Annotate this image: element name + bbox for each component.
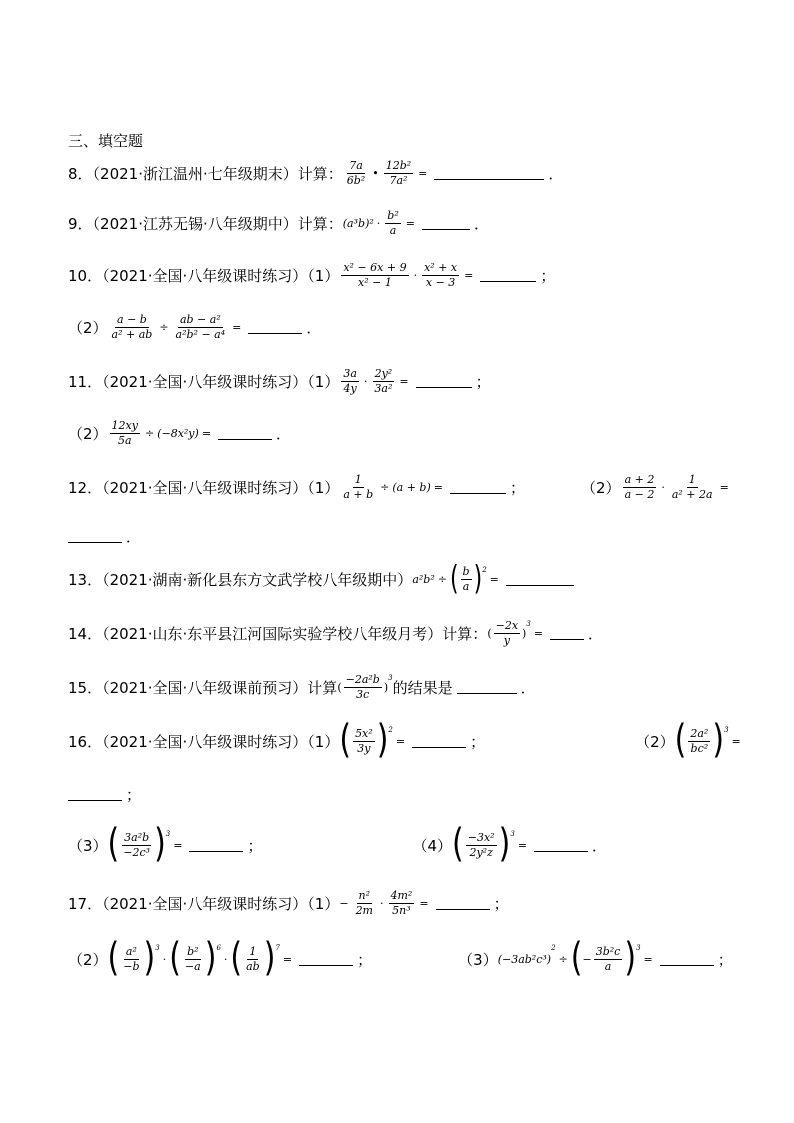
question-16-2-answer-line: ；	[68, 784, 141, 805]
answer-blank-12-1[interactable]	[450, 481, 506, 494]
answer-blank-16-4[interactable]	[534, 839, 588, 852]
question-17-1: 17．（2021·全国·八年级课时练习）（1） − $\frac{\text{n²}}{2m}$ · $\frac{\text{4m²}}{\text{5n³}}$ = ；	[68, 889, 509, 917]
answer-blank-11-1[interactable]	[416, 375, 472, 388]
question-14-label: 14．（2021·山东·东平县江河国际实验学校八年级月考）计算：	[68, 625, 488, 643]
question-11-label: 11．（2021·全国·八年级课时练习）（1）	[68, 373, 340, 391]
question-16-1: 16．（2021·全国·八年级课时练习）（1） ( $\frac{\text{5x²}}{3y}$ ) $^2$ = ； （2） ( $\frac{\text{2a²}}{\text{bc²}}$ ) $^3$ =	[68, 726, 744, 756]
question-12-1: 12．（2021·全国·八年级课时练习）（1） $\frac{1}{a + b}$ ÷ (a + b) = ； （2） $\frac{a + 2}{a - 2}$ · $\frac{1}{\text{a² + 2a}}$ =	[68, 474, 732, 501]
answer-blank-15[interactable]	[457, 681, 517, 694]
question-11-2: （2） $\frac{12xy}{5a}$ ÷ (−8x²y) = ．	[68, 419, 292, 447]
question-16-4-expression: ( $\frac{\text{−3x²}}{\text{2y²z}}$ ) $^3$ =	[452, 821, 527, 868]
question-13-label: 13．（2021·湖南·新化县东方文武学校八年级期中）	[68, 571, 413, 589]
question-10-label: 10．（2021·全国·八年级课时练习）（1）	[68, 267, 340, 285]
question-12-2-answer-line: ．	[68, 526, 141, 547]
question-12-2-expression: $\frac{a + 2}{a - 2}$ · $\frac{1}{\text{a² + 2a}}$ =	[624, 473, 729, 501]
question-12-label: 12．（2021·全国·八年级课时练习）（1）	[68, 479, 340, 497]
question-12-1-expression: $\frac{1}{a + b}$ ÷ (a + b) =	[343, 473, 443, 501]
answer-blank-12-2[interactable]	[68, 530, 122, 543]
question-8-label: 8．（2021·浙江温州·七年级期末）计算：	[68, 165, 343, 183]
question-8-expression: $\frac{7a}{\text{6b²}}$ • $\frac{\text{12b²}}{\text{7a²}}$ =	[346, 159, 428, 187]
question-14: 14．（2021·山东·东平县江河国际实验学校八年级月考）计算： ( $\frac{-2x}{y}$ ) $^3$ = ．	[68, 619, 604, 647]
answer-blank-17-3[interactable]	[660, 953, 714, 966]
answer-blank-16-1[interactable]	[412, 735, 466, 748]
question-17-2-expression: ( $\frac{\text{a²}}{-b}$ ) $^3$ · ( $\frac{\text{b²}}{-a}$ ) $^6$ · ( $\frac{1}{ab}$ ) $^7$ =	[107, 935, 293, 982]
question-10-2-expression: $\frac{a - b}{\text{a² + ab}}$ ÷ $\frac{\text{ab − a²}}{\text{a²b² − a⁴}}$ =	[111, 313, 242, 341]
section-title: 三、填空题	[68, 132, 144, 150]
question-11-2-expression: $\frac{12xy}{5a}$ ÷ (−8x²y) =	[111, 419, 212, 447]
question-15-label: 15．（2021·全国·八年级课前预习）计算	[68, 679, 338, 697]
answer-blank-10-2[interactable]	[248, 321, 302, 334]
question-16-3-4: （3） ( $\frac{\text{3a²b}}{\text{−2c³}}$ ) $^3$ = ； （4） ( $\frac{\text{−3x²}}{\text{2y²z}}$ ) $^3$ = ．	[68, 821, 608, 868]
answer-blank-13[interactable]	[506, 573, 574, 586]
answer-blank-9[interactable]	[422, 217, 470, 230]
question-17-2-3: （2） ( $\frac{\text{a²}}{-b}$ ) $^3$ · ( $\frac{\text{b²}}{-a}$ ) $^6$ · ( $\frac{1}{ab}$ ) $^7$ = ； （3） (−3ab²c³) 2 ÷ ( − $\frac{\text{3b²c}}{a}$ ) $^3$ = ；	[68, 935, 733, 982]
answer-blank-11-2[interactable]	[218, 427, 272, 440]
question-17-1-expression: − $\frac{\text{n²}}{2m}$ · $\frac{\text{4m²}}{\text{5n³}}$ =	[339, 889, 429, 917]
question-16-label: 16．（2021·全国·八年级课时练习）（1）	[68, 732, 340, 751]
question-9: 9．（2021·江苏无锡·八年级期中）计算： (a³b)² · $\frac{\text{b²}}{a}$ = ．	[68, 209, 489, 237]
question-10-1: 10．（2021·全国·八年级课时练习）（1） $\frac{\text{x² − 6x + 9}}{\text{x² − 1}}$ · $\frac{\text{x² + x}}{x - 3}$ = ；	[68, 261, 556, 289]
answer-blank-8[interactable]	[434, 167, 544, 180]
question-15: 15．（2021·全国·八年级课前预习）计算 ( $\frac{\text{−2a²b}}{3c}$ ) $^3$ 的结果是 ．	[68, 673, 536, 701]
question-16-3-expression: ( $\frac{\text{3a²b}}{\text{−2c³}}$ ) $^3$ =	[107, 821, 183, 868]
question-13	[68, 560, 578, 598]
question-17-3-expression: (−3ab²c³) 2 ÷ ( − $\frac{\text{3b²c}}{a}$ ) $^3$ =	[497, 935, 653, 982]
question-11-1: 11．（2021·全国·八年级课时练习）（1） $\frac{3a}{4y}$ · $\frac{\text{2y²}}{\text{3a²}}$ = ；	[68, 367, 491, 395]
answer-blank-16-3[interactable]	[189, 839, 243, 852]
answer-blank-17-1[interactable]	[436, 897, 490, 910]
question-11-1-expression: $\frac{3a}{4y}$ · $\frac{\text{2y²}}{\text{3a²}}$ =	[343, 367, 409, 395]
question-13-expression: a²b² ÷ ( $\frac{b}{a}$ ) $^2$ =	[412, 560, 499, 598]
answer-blank-14[interactable]	[550, 627, 584, 640]
answer-blank-17-2[interactable]	[299, 953, 353, 966]
answer-blank-10-1[interactable]	[480, 269, 536, 282]
question-10-2: （2） $\frac{a - b}{\text{a² + ab}}$ ÷ $\frac{\text{ab − a²}}{\text{a²b² − a⁴}}$ = ．	[68, 313, 322, 341]
question-9-label: 9．（2021·江苏无锡·八年级期中）计算：	[68, 215, 343, 233]
question-14-expression: ( $\frac{-2x}{y}$ ) $^3$ =	[487, 619, 544, 647]
question-10-1-expression: $\frac{\text{x² − 6x + 9}}{\text{x² − 1}}$ · $\frac{\text{x² + x}}{x - 3}$ =	[343, 261, 474, 289]
answer-blank-16-2[interactable]	[68, 788, 122, 801]
question-16-2-expression: ( $\frac{\text{2a²}}{\text{bc²}}$ ) $^3$ =	[674, 717, 741, 764]
question-16-1-expression: ( $\frac{\text{5x²}}{3y}$ ) $^2$ =	[339, 717, 406, 764]
question-15-expression: ( $\frac{\text{−2a²b}}{3c}$ ) $^3$	[337, 673, 393, 701]
question-17-label: 17．（2021·全国·八年级课时练习）（1）	[68, 895, 340, 913]
question-8: 8．（2021·浙江温州·七年级期末）计算： $\frac{7a}{\text{6b²}}$ • $\frac{\text{12b²}}{\text{7a²}}$ = ．	[68, 159, 564, 187]
question-9-expression: (a³b)² · $\frac{\text{b²}}{a}$ =	[342, 209, 415, 237]
